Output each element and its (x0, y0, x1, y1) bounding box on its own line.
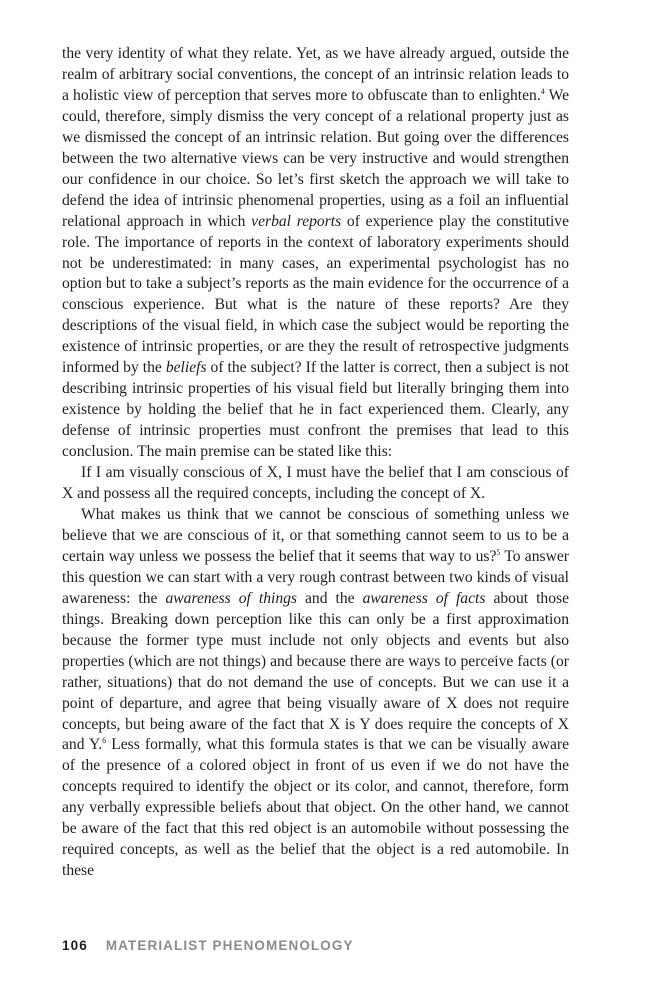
footnote-marker: 6 (102, 736, 107, 746)
text-run: and the (297, 589, 363, 607)
text-run: of the subject? If the latter is correct, then a subject is not describing intrinsic properties of his visual field but literally bringing them into existence by holding the belief that he in fact experienced them. Clearly, any defense of intrinsic properties must confront the premises that lead to this conclusion. The main premise can be stated like this: (62, 359, 570, 461)
page-number: 106 (62, 938, 88, 953)
text-run: the very identity of what they relate. Yet, as we have already argued, outside the realm of arbitrary social conventions, the concept of an intrinsic relation leads to a holistic view of perception that serves more to obfuscate than to enlighten. (62, 45, 569, 104)
text-run: Less formally, what this formula states is that we can be visually aware of the presence of a colored object in front of us even if we do not have the concepts required to identify the object or its color, and cannot, therefore, form any verbally expressible beliefs about that object. On the other hand, we cannot be aware of the fact that this red object is an automobile without possessing the required concepts, as well as the belief that the object is a red automobile. In these (62, 736, 569, 880)
text-run: of experience play the constitutive role. The importance of reports in the context of laboratory experiments should not be underestimated: in many cases, an experimental psychologist has no option but to take a subject’s reports as the main evidence for the occurrence of a conscious experience. But what is the nature of these reports? Are they descriptions of the visual field, in which case the subject would be reporting the existence of intrinsic properties, or are they the result of retrospective judgments informed by the (62, 212, 569, 377)
emphasized-text: awareness of facts (362, 589, 486, 607)
page-footer (62, 938, 354, 953)
body-paragraph (62, 463, 569, 505)
body-paragraph (62, 505, 569, 882)
emphasized-text: verbal reports (251, 212, 342, 230)
footnote-marker: 4 (540, 86, 545, 96)
text-run: To answer this question we can start with a very rough contrast between two kinds of visual awareness: the (62, 547, 569, 607)
text-run: What makes us think that we cannot be conscious of something unless we believe that we are conscious of it, or that something cannot seem to us to be a certain way unless we possess the belief that it seems that way to us? (62, 505, 569, 565)
footnote-marker: 5 (496, 547, 501, 557)
text-run: We could, therefore, simply dismiss the very concept of a relational property just as we dismissed the concept of an intrinsic relation. But going over the differences between the two alternative views can be very instructive and would strengthen our confidence in our choice. So let’s first sketch the approach we will take to defend the idea of intrinsic phenomenal properties, using as a foil an influential relational approach in which (62, 86, 569, 230)
emphasized-text: awareness of things (165, 589, 297, 607)
running-head: MATERIALIST PHENOMENOLOGY (105, 938, 354, 953)
page-body (62, 44, 569, 882)
text-run: about those things. Breaking down perception like this can only be a first approximation because the former type must include not only objects and events but also properties (which are not things) and because there are ways to perceive facts (or rather, situations) that do not demand the use of concepts. But we can use it a point of departure, and agree that being visually aware of X does not require concepts, but being aware of the fact that X is Y does require the concepts of X and Y. (62, 589, 570, 754)
emphasized-text: beliefs (165, 359, 207, 377)
text-run: If I am visually conscious of X, I must have the belief that I am conscious of X and possess all the required concepts, including the concept of X. (62, 464, 569, 503)
body-paragraph (62, 44, 569, 463)
